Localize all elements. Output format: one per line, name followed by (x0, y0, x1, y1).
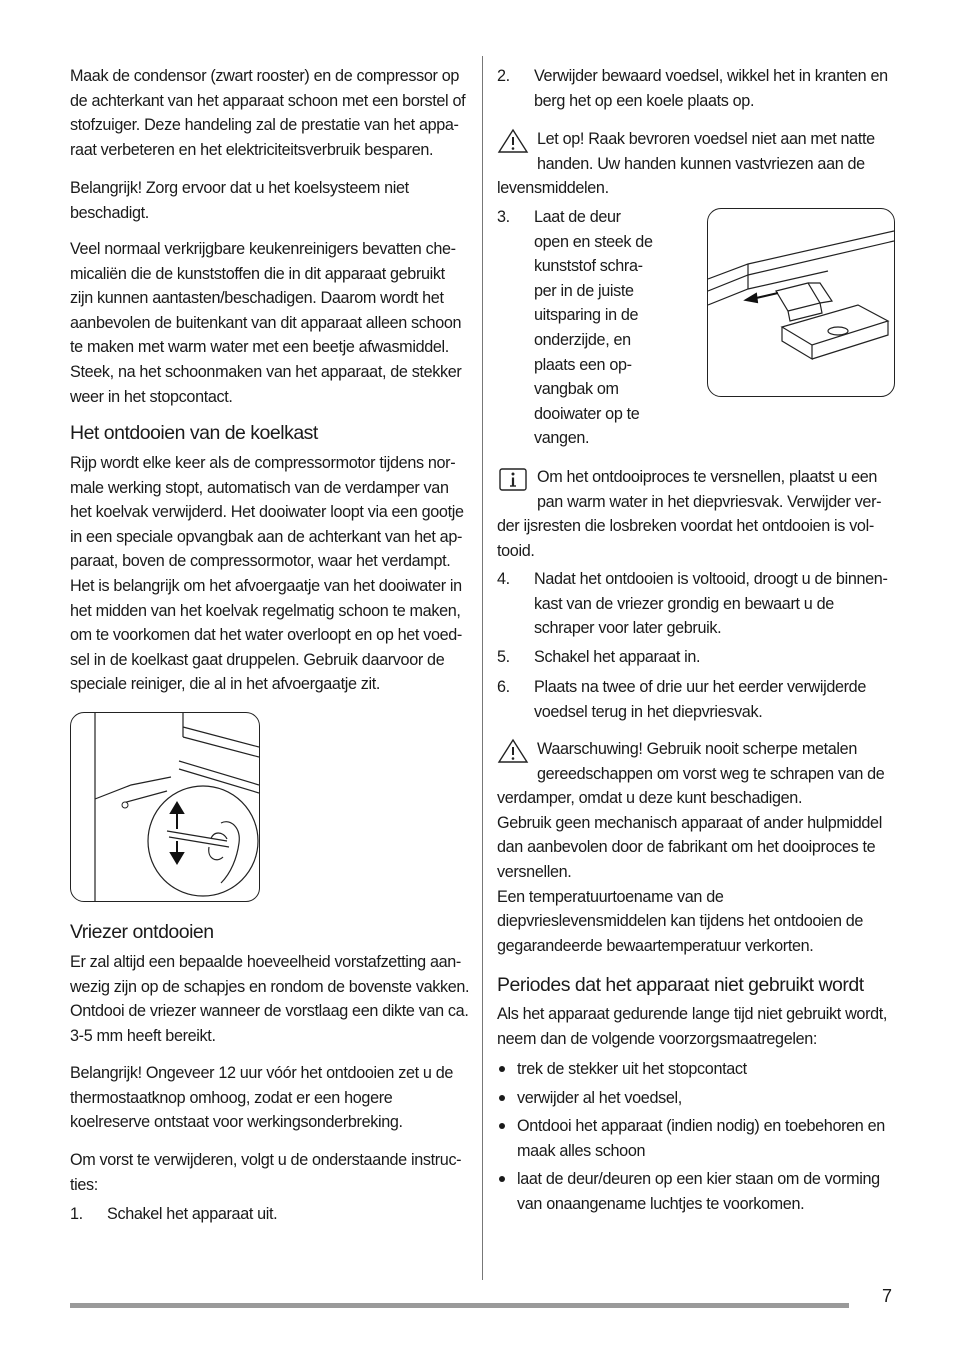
caution-label: Let op! (537, 130, 585, 148)
bullet-icon (499, 1123, 505, 1129)
drain-cleaner-illustration (71, 713, 259, 901)
paragraph-instructions-intro: Om vorst te verwijderen, volgt u de onderstaande instruc-ties: (70, 1151, 462, 1194)
list-item-text: laat de deur/deuren op een kier staan om de vorming van onaangename luchtjes te voorkomen. (517, 1170, 880, 1213)
step-number: 2. (497, 67, 510, 85)
step-6 (497, 675, 895, 724)
paragraph-defrost-fridge: Rijp wordt elke keer als de compressormotor tijdens nor-male werking stopt, automatisch van de verdamper van het koelvak verwijderd. Het dooiwater loopt via een gootje in een speciale opvangbak aan de achterkant van het ap-paraat, boven de compressormotor, waar het verdampt. Het is belangrijk om het afvoergaatje van het dooiwater in het midden van het koelvak regelmatig schoon te maken, om te voorkomen dat het water overloopt en op het voed-sel in de koelkast gaat druppelen. Gebruik daarvoor de speciale reiniger, die al in het afvoergaatje zit. (70, 454, 464, 694)
step-number: 5. (497, 648, 510, 666)
step-text: Nadat het ontdooien is voltooid, droogt u de binnen-kast van de vriezer grondig en bewaart u de schraper voor later gebruik. (534, 570, 888, 638)
list-item (497, 1086, 895, 1111)
step-1 (70, 1202, 470, 1227)
important-label: Belangrijk! (70, 1064, 142, 1082)
paragraph-important-1 (70, 176, 470, 225)
warning-paragraph-3: Een temperatuurtoename van de diepvrieslevensmiddelen kan tijdens het ontdooien de gegarandeerde bewaartemperatuur verkorten. (497, 887, 864, 955)
step-2 (497, 64, 895, 113)
heading-defrost-fridge: Het ontdooien van de koelkast (70, 422, 318, 444)
bullet-icon (499, 1066, 505, 1072)
caution-text: Raak bevroren voedsel niet aan met natte handen. Uw handen kunnen vastvriezen aan de levensmiddelen. (497, 130, 875, 198)
paragraph-important-2 (70, 1061, 470, 1135)
warning-text: Gebruik nooit scherpe metalen gereedschappen om vorst weg te schrapen van de verdamper, omdat u deze kunt beschadigen. (497, 740, 885, 808)
list-item (497, 1057, 895, 1082)
important-text: Ongeveer 12 uur vóór het ontdooien zet u de thermostaatknop omhoog, zodat er een hogere koelreserve ontstaat voor werkingsonderbreking. (70, 1064, 454, 1132)
step-number: 1. (70, 1205, 83, 1223)
step-text: Verwijder bewaard voedsel, wikkel het in kranten en berg het op een koele plaats op. (534, 67, 888, 110)
heading-defrost-freezer: Vriezer ontdooien (70, 921, 214, 943)
step-text: Schakel het apparaat in. (534, 648, 701, 666)
caution-note (497, 127, 895, 201)
step-number: 4. (497, 570, 510, 588)
warning-note (497, 737, 895, 958)
info-text: Om het ontdooiproces te versnellen, plaatst u een pan warm water in het diepvriesvak. Verwijder ver-der ijsresten die losbreken voordat het ontdooien is vol-tooid. (497, 468, 882, 560)
warning-paragraph-2: Gebruik geen mechanisch apparaat of ander hulpmiddel dan aanbevolen door de fabrikant om het dooiproces te versnellen. (497, 813, 882, 881)
paragraph-unused: Als het apparaat gedurende lange tijd niet gebruikt wordt, neem dan de volgende voorzorgsmaatregelen: (497, 1005, 888, 1048)
list-item (497, 1167, 895, 1216)
precautions-list (497, 1057, 895, 1221)
paragraph-condenser: Maak de condensor (zwart rooster) en de compressor op de achterkant van het apparaat schoon met een borstel of stofzuiger. Deze handeling zal de prestatie van het appa-raat verbeteren en het elektriciteitsverbruik besparen. (70, 67, 466, 159)
step-4 (497, 567, 895, 641)
paragraph-defrost-freezer: Er zal altijd een bepaalde hoeveelheid vorstafzetting aan-wezig zijn op de schapjes en rondom de bovenste vakken. Ontdooi de vriezer wanneer de vorstlaag een dikte van ca. 3-5 mm heeft bereikt. (70, 953, 470, 1045)
list-item-text: Ontdooi het apparaat (indien nodig) en toebehoren en maak alles schoon (517, 1117, 885, 1160)
step-3 (497, 205, 655, 451)
bullet-icon (499, 1095, 505, 1101)
page-number: 7 (882, 1286, 893, 1306)
paragraph-cleaners: Veel normaal verkrijgbare keukenreinigers bevatten che-micaliën die de kunststoffen die in dit apparaat gebruikt zijn kunnen aantasten/beschadigen. Daarom wordt het aanbevolen de buitenkant van dit apparaat alleen schoon te maken met warm water met een beetje afwasmiddel. Steek, na het schoonmaken van het apparaat, de stekker weer in het stopcontact. (70, 240, 462, 406)
step-number: 3. (497, 208, 510, 226)
footer-rule (70, 1303, 849, 1308)
bullet-icon (499, 1176, 505, 1182)
step-text: Laat de deur open en steek de kunststof schra-per in de juiste uitsparing in de onderzijde, en plaats een op-vangbak om dooiwater op te vangen. (534, 208, 653, 448)
info-note (497, 465, 895, 563)
step-text: Schakel het apparaat uit. (107, 1205, 278, 1223)
list-item (497, 1114, 895, 1163)
step-5 (497, 645, 895, 670)
column-divider (482, 56, 483, 1280)
warning-triangle-icon (497, 738, 529, 764)
warning-triangle-icon (497, 128, 529, 154)
heading-unused-periods: Periodes dat het apparaat niet gebruikt wordt (497, 974, 864, 996)
step-text: Plaats na twee of drie uur het eerder verwijderde voedsel terug in het diepvriesvak. (534, 678, 866, 721)
warning-label: Waarschuwing! (537, 740, 643, 758)
scraper-tray-illustration (708, 209, 894, 396)
step-number: 6. (497, 678, 510, 696)
list-item-text: trek de stekker uit het stopcontact (517, 1060, 747, 1078)
important-label: Belangrijk! (70, 179, 142, 197)
figure-scraper-tray (707, 208, 895, 397)
important-text: Zorg ervoor dat u het koelsysteem niet beschadigt. (70, 179, 409, 222)
figure-drain-cleaner (70, 712, 260, 902)
info-icon (497, 466, 529, 492)
list-item-text: verwijder al het voedsel, (517, 1088, 682, 1107)
